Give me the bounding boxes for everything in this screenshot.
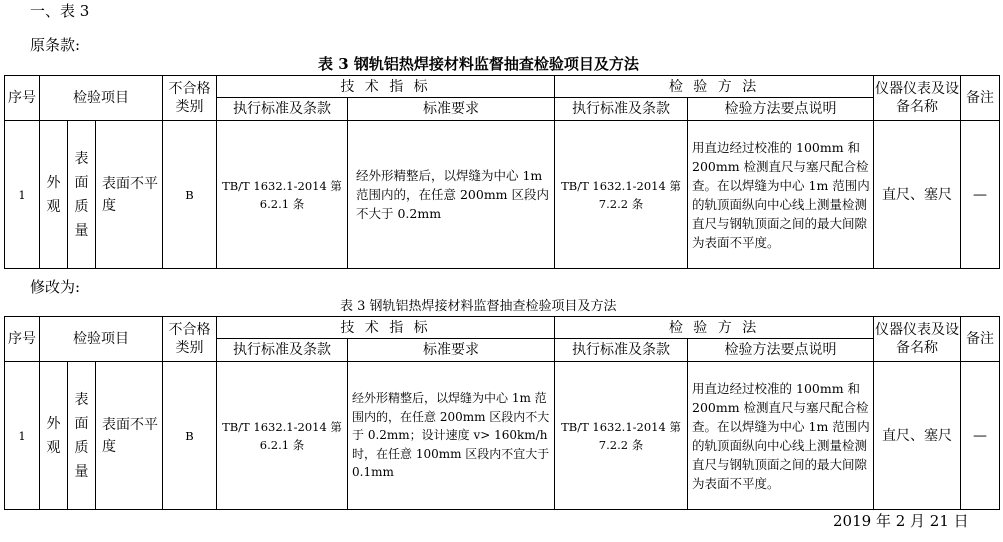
header-method: 检 验 方 法 — [555, 317, 874, 339]
header-method-std: 执行标准及条款 — [555, 339, 688, 362]
row-category: B — [163, 362, 217, 510]
row-remark: — — [961, 362, 1000, 510]
modified-table — [4, 316, 1000, 510]
modified-clause-label: 修改为: — [30, 278, 81, 296]
header-method-desc: 检验方法要点说明 — [688, 339, 874, 362]
row-item-3: 表面不平度 — [96, 121, 163, 269]
modified-table-title: 表 3 钢轨铝热焊接材料监督抽查检验项目及方法 — [340, 299, 617, 314]
header-tech-std: 执行标准及条款 — [217, 339, 348, 362]
row-tech-req: 经外形精整后，以焊缝为中心 1m 范围内的，在任意 200mm 区段内不大于 0.2mm — [348, 121, 555, 269]
row-item-1: 外观 — [40, 121, 68, 269]
row-seq: 1 — [5, 362, 40, 510]
header-method-desc: 检验方法要点说明 — [688, 98, 874, 121]
header-tech: 技 术 指 标 — [217, 317, 555, 339]
row-item-2: 表面质量 — [68, 121, 96, 269]
row-item-3: 表面不平度 — [96, 362, 163, 510]
row-seq: 1 — [5, 121, 40, 269]
header-method: 检 验 方 法 — [555, 76, 874, 98]
header-seq: 序号 — [5, 317, 40, 362]
row-tech-std: TB/T 1632.1-2014 第 6.2.1 条 — [217, 362, 348, 510]
row-instrument: 直尺、塞尺 — [874, 362, 961, 510]
row-tech-req: 经外形精整后，以焊缝为中心 1m 范围内的，在任意 200mm 区段内不大于 0.2mm；设计速度 v> 160km/h 时，在任意 100mm 区段内不宜大于 0.1mm — [348, 362, 555, 510]
row-method-std: TB/T 1632.1-2014 第 7.2.2 条 — [555, 121, 688, 269]
row-method-desc: 用直边经过校准的 100mm 和 200mm 检测直尺与塞尺配合检查。在以焊缝为中心 1m 范围内的轨顶面纵向中心线上测量检测直尺与钢轨顶面之间的最大间隙为表面不平度。 — [688, 362, 874, 510]
row-category: B — [163, 121, 217, 269]
row-method-std: TB/T 1632.1-2014 第 7.2.2 条 — [555, 362, 688, 510]
header-category: 不合格类别 — [163, 76, 217, 121]
header-instrument: 仪器仪表及设备名称 — [874, 317, 961, 362]
row-remark: — — [961, 121, 1000, 269]
header-remark: 备注 — [961, 76, 1000, 121]
header-category: 不合格类别 — [163, 317, 217, 362]
header-tech-req: 标准要求 — [348, 98, 555, 121]
header-tech: 技 术 指 标 — [217, 76, 555, 98]
header-tech-req: 标准要求 — [348, 339, 555, 362]
header-item: 检验项目 — [40, 317, 163, 362]
row-instrument: 直尺、塞尺 — [874, 121, 961, 269]
original-table-title: 表 3 钢轨铝热焊接材料监督抽查检验项目及方法 — [318, 55, 639, 73]
header-seq: 序号 — [5, 76, 40, 121]
row-method-desc: 用直边经过校准的 100mm 和 200mm 检测直尺与塞尺配合检查。在以焊缝为中心 1m 范围内的轨顶面纵向中心线上测量检测直尺与钢轨顶面之间的最大间隙为表面不平度。 — [688, 121, 874, 269]
row-tech-std: TB/T 1632.1-2014 第 6.2.1 条 — [217, 121, 348, 269]
original-table — [4, 75, 1000, 269]
original-clause-label: 原条款: — [30, 36, 81, 54]
header-method-std: 执行标准及条款 — [555, 98, 688, 121]
header-tech-std: 执行标准及条款 — [217, 98, 348, 121]
row-item-2: 表面质量 — [68, 362, 96, 510]
row-item-1: 外观 — [40, 362, 68, 510]
header-instrument: 仪器仪表及设备名称 — [874, 76, 961, 121]
header-remark: 备注 — [961, 317, 1000, 362]
header-item: 检验项目 — [40, 76, 163, 121]
document-date: 2019 年 2 月 21 日 — [833, 512, 969, 530]
section-heading: 一、表 3 — [30, 2, 90, 20]
